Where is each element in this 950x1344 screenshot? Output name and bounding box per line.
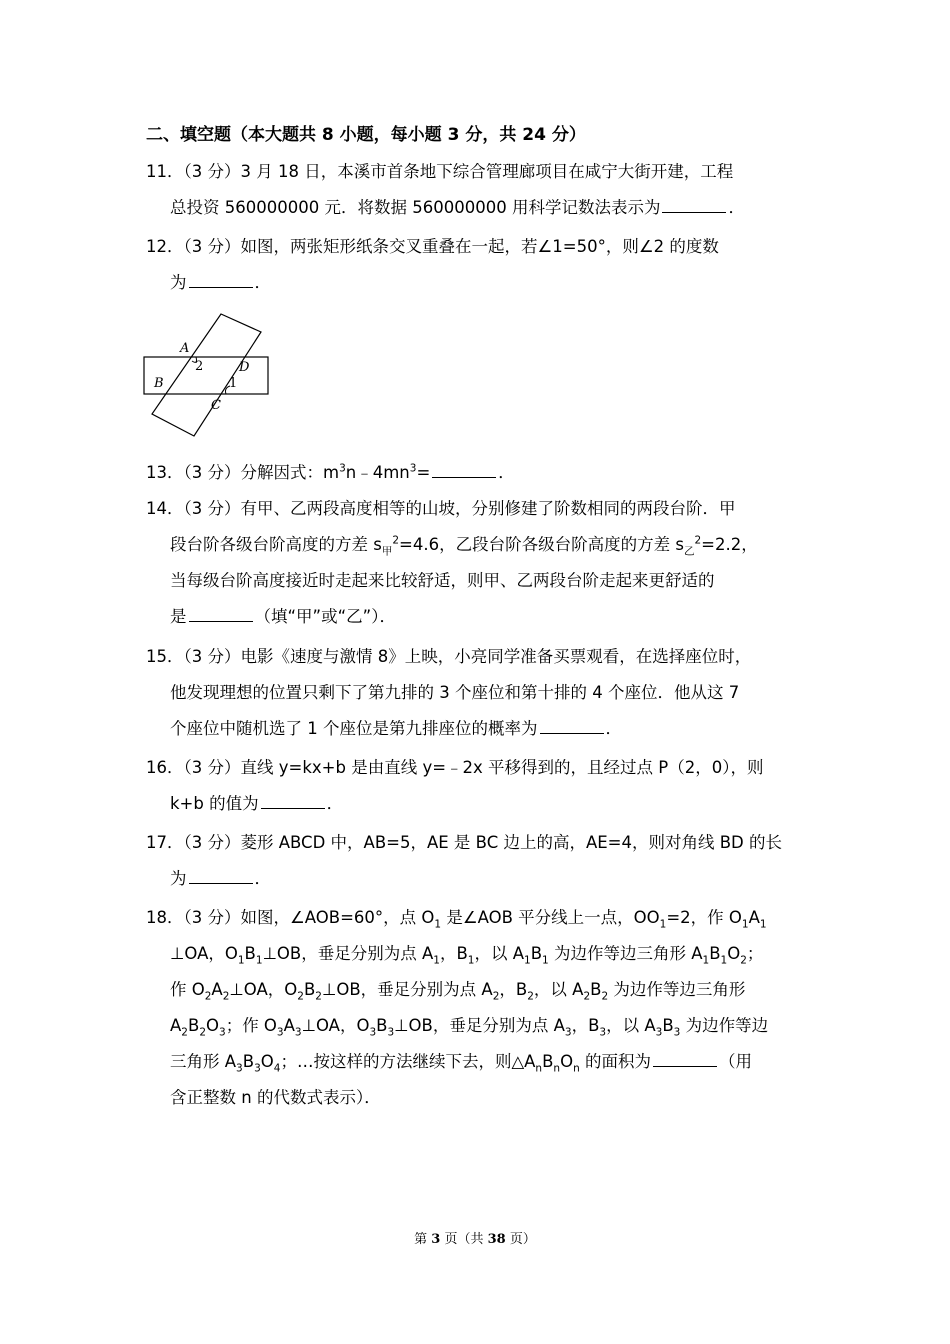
section-title: 二、填空题（本大题共 8 小题，每小题 3 分，共 24 分） [146, 125, 586, 145]
question-number: 14．（3 分） [146, 499, 241, 518]
page-footer: 第 3 页（共 38 页） [414, 1232, 536, 1247]
answer-blank[interactable] [261, 792, 325, 809]
page-number: 3 [431, 1232, 441, 1247]
question-11: 11．（3 分）3 月 18 日，本溪市首条地下综合管理廊项目在咸宁大街开建，工程 总投资 560000000 元．将数据 560000000 用科学记数法表示为 ． [146, 162, 745, 217]
question-13: 13．（3 分）分解因式：$m^3n﹣4mn^3=$ ． [146, 462, 515, 482]
question-17: 17．（3 分）菱形 ABCD 中，AB=5，AE 是 BC 边上的高，AE=4，则对角线 BD 的长 为 ． [146, 833, 783, 888]
page-total: 38 [487, 1232, 506, 1247]
answer-blank[interactable] [189, 867, 253, 884]
label-2: 2 [195, 359, 204, 374]
question-number: 11．（3 分） [146, 162, 241, 181]
question-number: 12．（3 分） [146, 237, 241, 256]
question-12: 12．（3 分）如图，两张矩形纸条交叉重叠在一起，若∠1=50°，则∠2 的度数 为 ． [146, 237, 719, 292]
answer-blank[interactable] [662, 196, 726, 213]
label-C: C [211, 398, 221, 413]
question-number: 15．（3 分） [146, 647, 241, 666]
answer-blank[interactable] [540, 717, 604, 734]
slanted-strip [152, 314, 261, 436]
label-D: D [239, 360, 250, 375]
label-A: A [180, 341, 190, 356]
question-14: 14．（3 分）有甲、乙两段高度相等的山坡，分别修建了阶数相同的两段台阶．甲 段台阶各级台阶高度的方差 $s_甲^2=4.6$，乙段台阶各级台阶高度的方差 $s_乙^2=2.2$， 当每级台阶高度接近时走起来比较舒适，则甲、乙两段台阶走起来更舒适的 是 （填“甲”或“乙”）． [146, 499, 758, 626]
question-number: 16．（3 分） [146, 758, 241, 777]
question-number: 18．（3 分） [146, 908, 241, 927]
question-number: 17．（3 分） [146, 833, 241, 852]
answer-blank[interactable] [189, 271, 253, 288]
question-number: 13．（3 分） [146, 463, 241, 482]
question-16: 16．（3 分）直线 y=kx+b 是由直线 y=﹣2x 平移得到的，且经过点 P（2，0），则 k+b 的值为 ． [146, 758, 764, 813]
label-B: B [154, 376, 164, 391]
question-18: 18．（3 分）如图，∠AOB=60°，点 $O_1$ 是∠AOB 平分线上一点，$OO_1=2$，作 $O_1A_1$ ⊥OA，$O_1B_1\perp OB$，垂足分别为点 $A_1$，$B_1$，以 $A_1B_1$ 为边作等边三角形 $A_1B_1O_2$； 作 $O_2A_2\perp OA$，$O_2B_2\perp OB$，垂足分别为点 $A_2$，$B_2$，以 $A_2B_2$ 为边作等边三角形 $A_2B_2O_3$；作 $O_3A_3\perp OA$，$O_3B_3\perp OB$，垂足分别为点 $A_3$，$B_3$，以 $A_3B_3$ 为边作等边 三角形 $A_3B_3O_4$；…按这样的方法继续下去，则$\triangle A_nB_nO_n$ 的面积为 （用 含正整数 n 的代数式表示）． [146, 908, 769, 1107]
label-1: 1 [229, 376, 238, 391]
crossed-strips-figure [140, 310, 275, 440]
answer-blank[interactable] [653, 1050, 717, 1067]
question-15: 15．（3 分）电影《速度与激情 8》上映，小亮同学准备买票观看，在选择座位时， 他发现理想的位置只剩下了第九排的 3 个座位和第十排的 4 个座位．他从这 7 个座位中随机选了 1 个座位是第九排座位的概率为 ． [146, 647, 752, 738]
answer-blank[interactable] [189, 605, 253, 622]
answer-blank[interactable] [432, 461, 496, 478]
